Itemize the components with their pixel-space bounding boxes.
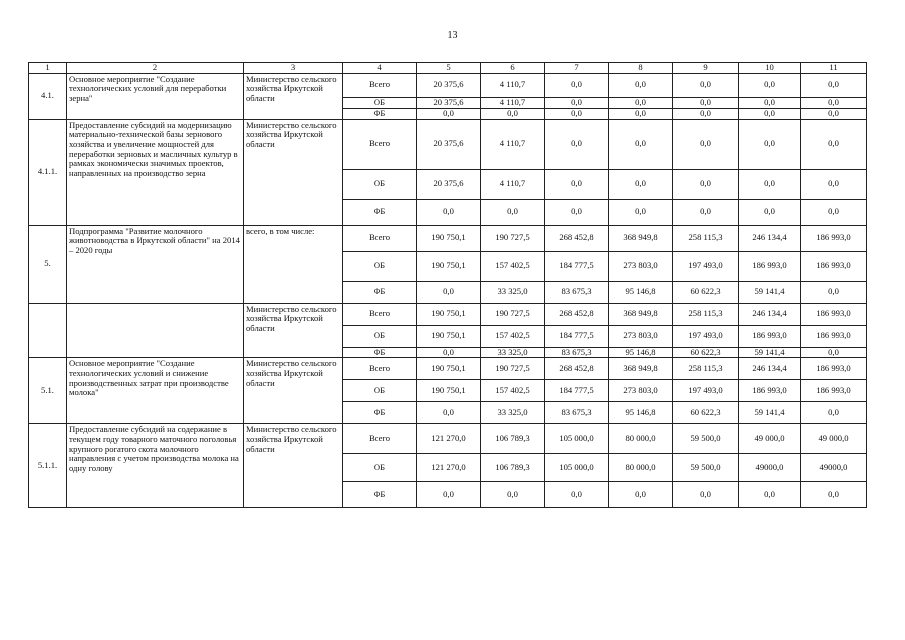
- amount-cell: 190 750,1: [417, 225, 481, 251]
- amount-cell: 20 375,6: [417, 119, 481, 169]
- amount-cell: 106 789,3: [481, 424, 545, 454]
- amount-cell: 0,0: [481, 199, 545, 225]
- amount-cell: 0,0: [609, 169, 673, 199]
- header-row: [29, 63, 867, 74]
- amount-cell: 59 141,4: [739, 281, 801, 303]
- amount-cell: 273 803,0: [609, 251, 673, 281]
- amount-cell: 184 777,5: [545, 325, 609, 347]
- amount-cell: 0,0: [801, 97, 867, 108]
- executor: Министерство сельского хозяйства Иркутской области: [244, 358, 343, 424]
- amount-cell: 0,0: [545, 119, 609, 169]
- column-header: 9: [673, 63, 739, 74]
- amount-cell: 0,0: [417, 199, 481, 225]
- row-number: 4.1.1.: [29, 119, 67, 225]
- amount-cell: 190 750,1: [417, 325, 481, 347]
- executor: Министерство сельского хозяйства Иркутской области: [244, 424, 343, 508]
- amount-cell: 368 949,8: [609, 303, 673, 325]
- amount-cell: 190 750,1: [417, 358, 481, 380]
- amount-cell: 0,0: [673, 169, 739, 199]
- amount-cell: 190 750,1: [417, 380, 481, 402]
- amount-cell: 4 110,7: [481, 169, 545, 199]
- amount-cell: 157 402,5: [481, 325, 545, 347]
- amount-cell: 157 402,5: [481, 251, 545, 281]
- column-header: 8: [609, 63, 673, 74]
- amount-cell: 0,0: [609, 482, 673, 508]
- amount-cell: 0,0: [739, 482, 801, 508]
- amount-cell: 0,0: [801, 199, 867, 225]
- amount-cell: 190 727,5: [481, 303, 545, 325]
- funding-source: Всего: [343, 119, 417, 169]
- page-number: 13: [447, 30, 458, 41]
- amount-cell: 0,0: [481, 108, 545, 119]
- amount-cell: 0,0: [545, 199, 609, 225]
- amount-cell: 20 375,6: [417, 169, 481, 199]
- amount-cell: 0,0: [417, 281, 481, 303]
- amount-cell: 0,0: [739, 73, 801, 97]
- amount-cell: 246 134,4: [739, 358, 801, 380]
- table-row: [29, 73, 867, 97]
- funding-source: ОБ: [343, 454, 417, 482]
- amount-cell: 258 115,3: [673, 225, 739, 251]
- amount-cell: 368 949,8: [609, 225, 673, 251]
- amount-cell: 4 110,7: [481, 73, 545, 97]
- amount-cell: 121 270,0: [417, 424, 481, 454]
- funding-source: ФБ: [343, 482, 417, 508]
- funding-source: Всего: [343, 73, 417, 97]
- amount-cell: 268 452,8: [545, 303, 609, 325]
- amount-cell: 0,0: [673, 199, 739, 225]
- table-row: [29, 358, 867, 380]
- amount-cell: 0,0: [417, 347, 481, 358]
- amount-cell: 268 452,8: [545, 225, 609, 251]
- funding-source: ФБ: [343, 402, 417, 424]
- column-header: 2: [67, 63, 244, 74]
- amount-cell: 0,0: [609, 108, 673, 119]
- amount-cell: 49 000,0: [739, 424, 801, 454]
- amount-cell: 59 141,4: [739, 402, 801, 424]
- amount-cell: 0,0: [801, 402, 867, 424]
- amount-cell: 0,0: [801, 73, 867, 97]
- amount-cell: 0,0: [801, 347, 867, 358]
- amount-cell: 106 789,3: [481, 454, 545, 482]
- amount-cell: 0,0: [801, 169, 867, 199]
- amount-cell: 33 325,0: [481, 402, 545, 424]
- amount-cell: 184 777,5: [545, 380, 609, 402]
- amount-cell: 0,0: [801, 482, 867, 508]
- executor: Министерство сельского хозяйства Иркутской области: [244, 73, 343, 119]
- amount-cell: 0,0: [739, 97, 801, 108]
- funding-source: Всего: [343, 303, 417, 325]
- amount-cell: 190 750,1: [417, 303, 481, 325]
- amount-cell: 49 000,0: [801, 424, 867, 454]
- amount-cell: 105 000,0: [545, 454, 609, 482]
- amount-cell: 184 777,5: [545, 251, 609, 281]
- amount-cell: 0,0: [801, 281, 867, 303]
- amount-cell: 0,0: [545, 482, 609, 508]
- measure-name: Предоставление субсидий на содержание в текущем году товарного маточного поголовья крупного рогатого скота молочного направления с учетом производства молока на одну голову: [67, 424, 244, 508]
- column-header: 10: [739, 63, 801, 74]
- amount-cell: 95 146,8: [609, 347, 673, 358]
- amount-cell: 0,0: [739, 169, 801, 199]
- amount-cell: 197 493,0: [673, 380, 739, 402]
- amount-cell: 105 000,0: [545, 424, 609, 454]
- amount-cell: 186 993,0: [801, 358, 867, 380]
- measure-name: Основное мероприятие "Создание технологических условий для переработки зерна": [67, 73, 244, 119]
- amount-cell: 83 675,3: [545, 281, 609, 303]
- row-number: 5.1.1.: [29, 424, 67, 508]
- amount-cell: 190 727,5: [481, 225, 545, 251]
- amount-cell: 49000,0: [801, 454, 867, 482]
- amount-cell: 0,0: [739, 108, 801, 119]
- amount-cell: 4 110,7: [481, 119, 545, 169]
- table-row: [29, 119, 867, 169]
- amount-cell: 258 115,3: [673, 303, 739, 325]
- amount-cell: 0,0: [801, 108, 867, 119]
- table-body: [29, 63, 867, 508]
- amount-cell: 246 134,4: [739, 303, 801, 325]
- amount-cell: 59 141,4: [739, 347, 801, 358]
- row-number: [29, 303, 67, 358]
- amount-cell: 246 134,4: [739, 225, 801, 251]
- amount-cell: 268 452,8: [545, 358, 609, 380]
- amount-cell: 197 493,0: [673, 251, 739, 281]
- amount-cell: 59 500,0: [673, 424, 739, 454]
- amount-cell: 258 115,3: [673, 358, 739, 380]
- funding-source: ФБ: [343, 108, 417, 119]
- funding-source: Всего: [343, 225, 417, 251]
- column-header: 7: [545, 63, 609, 74]
- amount-cell: 186 993,0: [739, 325, 801, 347]
- funding-source: ОБ: [343, 380, 417, 402]
- amount-cell: 186 993,0: [801, 251, 867, 281]
- measure-name: Основное мероприятие "Создание технологических условий и снижение производственных затрат при производстве молока": [67, 358, 244, 424]
- amount-cell: 368 949,8: [609, 358, 673, 380]
- amount-cell: 83 675,3: [545, 402, 609, 424]
- amount-cell: 0,0: [545, 108, 609, 119]
- executor: всего, в том числе:: [244, 225, 343, 303]
- amount-cell: 0,0: [545, 73, 609, 97]
- amount-cell: 80 000,0: [609, 454, 673, 482]
- funding-source: ОБ: [343, 325, 417, 347]
- table-row: [29, 424, 867, 454]
- amount-cell: 33 325,0: [481, 347, 545, 358]
- amount-cell: 0,0: [609, 119, 673, 169]
- amount-cell: 4 110,7: [481, 97, 545, 108]
- amount-cell: 0,0: [417, 108, 481, 119]
- row-number: 5.1.: [29, 358, 67, 424]
- amount-cell: 0,0: [673, 97, 739, 108]
- column-header: 11: [801, 63, 867, 74]
- amount-cell: 60 622,3: [673, 402, 739, 424]
- amount-cell: 0,0: [739, 119, 801, 169]
- column-header: 6: [481, 63, 545, 74]
- amount-cell: 186 993,0: [801, 380, 867, 402]
- amount-cell: 190 750,1: [417, 251, 481, 281]
- amount-cell: 186 993,0: [801, 325, 867, 347]
- amount-cell: 186 993,0: [801, 225, 867, 251]
- amount-cell: 83 675,3: [545, 347, 609, 358]
- amount-cell: 0,0: [545, 169, 609, 199]
- amount-cell: 0,0: [609, 73, 673, 97]
- amount-cell: 0,0: [673, 73, 739, 97]
- column-header: 3: [244, 63, 343, 74]
- amount-cell: 0,0: [673, 108, 739, 119]
- measure-name: [67, 303, 244, 358]
- amount-cell: 0,0: [801, 119, 867, 169]
- funding-source: Всего: [343, 358, 417, 380]
- amount-cell: 186 993,0: [801, 303, 867, 325]
- amount-cell: 80 000,0: [609, 424, 673, 454]
- column-header: 1: [29, 63, 67, 74]
- amount-cell: 0,0: [673, 119, 739, 169]
- funding-source: ОБ: [343, 251, 417, 281]
- amount-cell: 95 146,8: [609, 402, 673, 424]
- amount-cell: 0,0: [673, 482, 739, 508]
- funding-source: ФБ: [343, 347, 417, 358]
- measure-name: Подпрограмма "Развитие молочного животноводства в Иркутской области" на 2014 – 2020 годы: [67, 225, 244, 303]
- amount-cell: 186 993,0: [739, 380, 801, 402]
- amount-cell: 0,0: [481, 482, 545, 508]
- amount-cell: 20 375,6: [417, 73, 481, 97]
- amount-cell: 197 493,0: [673, 325, 739, 347]
- amount-cell: 33 325,0: [481, 281, 545, 303]
- amount-cell: 157 402,5: [481, 380, 545, 402]
- amount-cell: 0,0: [545, 97, 609, 108]
- funding-source: ОБ: [343, 97, 417, 108]
- funding-source: ФБ: [343, 281, 417, 303]
- amount-cell: 0,0: [417, 482, 481, 508]
- amount-cell: 95 146,8: [609, 281, 673, 303]
- column-header: 4: [343, 63, 417, 74]
- funding-source: ОБ: [343, 169, 417, 199]
- amount-cell: 273 803,0: [609, 325, 673, 347]
- amount-cell: 186 993,0: [739, 251, 801, 281]
- budget-table: [28, 62, 867, 508]
- amount-cell: 0,0: [609, 97, 673, 108]
- funding-source: ФБ: [343, 199, 417, 225]
- amount-cell: 60 622,3: [673, 281, 739, 303]
- table-row: [29, 225, 867, 251]
- amount-cell: 59 500,0: [673, 454, 739, 482]
- amount-cell: 49000,0: [739, 454, 801, 482]
- amount-cell: 20 375,6: [417, 97, 481, 108]
- amount-cell: 190 727,5: [481, 358, 545, 380]
- amount-cell: 273 803,0: [609, 380, 673, 402]
- column-header: 5: [417, 63, 481, 74]
- amount-cell: 0,0: [609, 199, 673, 225]
- executor: Министерство сельского хозяйства Иркутской области: [244, 119, 343, 225]
- amount-cell: 121 270,0: [417, 454, 481, 482]
- amount-cell: 0,0: [739, 199, 801, 225]
- executor: Министерство сельского хозяйства Иркутской области: [244, 303, 343, 358]
- amount-cell: 0,0: [417, 402, 481, 424]
- funding-source: Всего: [343, 424, 417, 454]
- table-row: [29, 303, 867, 325]
- amount-cell: 60 622,3: [673, 347, 739, 358]
- row-number: 5.: [29, 225, 67, 303]
- row-number: 4.1.: [29, 73, 67, 119]
- measure-name: Предоставление субсидий на модернизацию материально-технической базы зернового хозяйства и увеличение мощностей для переработки зерновых и масличных культур в рамках экономически значимых проектов, направленных на производство зерна: [67, 119, 244, 225]
